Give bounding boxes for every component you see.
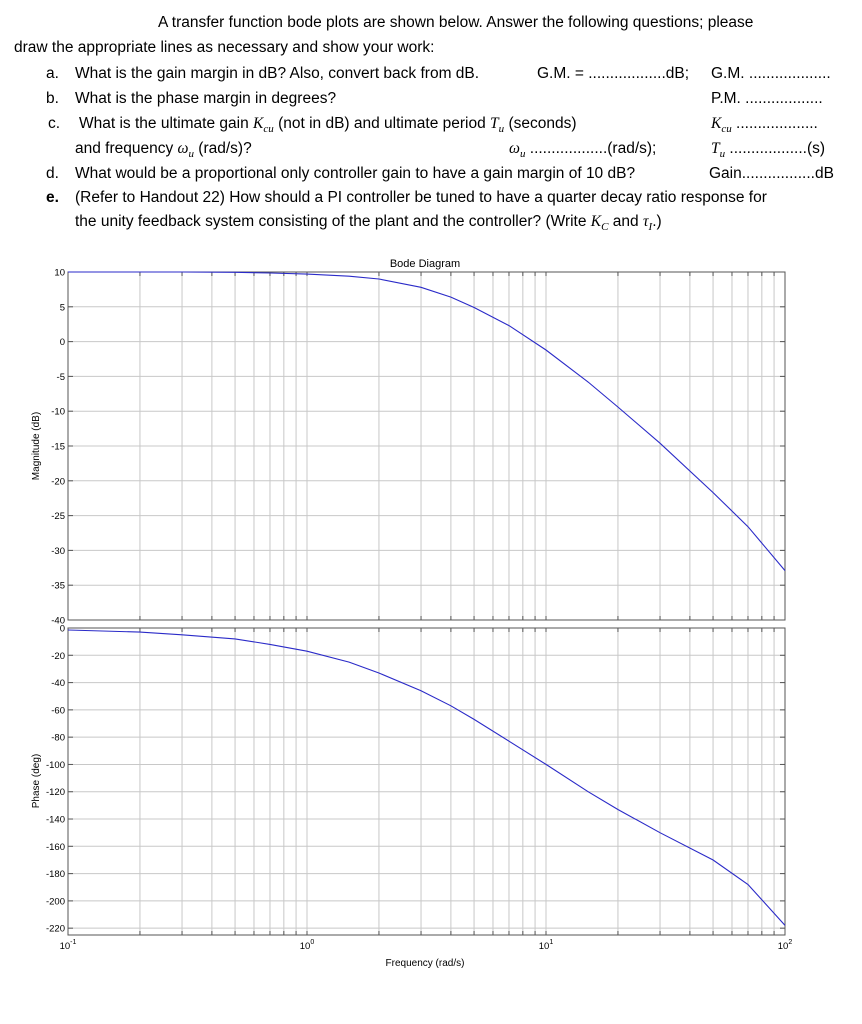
intro-line-1: A transfer function bode plots are shown below. Answer the following questions; please	[158, 14, 754, 31]
answer-gm: G.M. ...................	[711, 65, 831, 82]
magnitude-grid	[68, 272, 785, 620]
phase-y-tick-label: -20	[51, 650, 65, 662]
x-tick-base: 10	[777, 941, 789, 952]
x-tick-label	[300, 939, 315, 952]
question-e-label: e.	[46, 189, 59, 206]
answer-kcu-symbol: K	[711, 115, 722, 132]
question-b-label: b.	[46, 90, 59, 107]
answer-kcu-subscript: cu	[721, 123, 732, 136]
phase-y-ticks	[46, 624, 785, 935]
x-tick-base: 10	[59, 941, 71, 952]
x-tick-label	[539, 939, 554, 952]
x-tick-exponent: 1	[549, 939, 554, 946]
magnitude-y-tick-label: 0	[59, 337, 65, 349]
magnitude-y-tick-label: -20	[51, 476, 65, 488]
magnitude-y-ticks	[51, 268, 785, 627]
phase-y-tick-label: -160	[45, 841, 65, 853]
frequency-x-ticks	[60, 939, 793, 952]
phase-line	[68, 630, 785, 925]
x-tick-exponent: -1	[70, 939, 77, 946]
phase-y-tick-label: -80	[51, 732, 65, 744]
answer-gm-db: G.M. = ..................dB;	[537, 65, 690, 82]
magnitude-y-tick-label: -10	[51, 406, 65, 418]
magnitude-y-label: Magnitude (dB)	[31, 411, 42, 481]
question-e-line-1: (Refer to Handout 22) How should a PI controller be tuned to have a quarter decay ratio response for	[75, 189, 767, 206]
magnitude-y-tick-label: -35	[51, 580, 65, 592]
phase-y-tick-label: 0	[59, 623, 65, 635]
x-tick-label	[60, 939, 77, 952]
phase-y-tick-label: -120	[45, 787, 65, 799]
x-tick-exponent: 0	[310, 939, 315, 946]
question-d-label: d.	[46, 165, 59, 182]
answer-tu-symbol: T	[711, 140, 720, 157]
phase-y-tick-label: -180	[45, 869, 65, 881]
chart-title: Bode Diagram	[389, 258, 461, 270]
question-c-label: c.	[48, 115, 61, 132]
kcu-symbol: K	[253, 115, 264, 132]
question-e-and: and	[608, 213, 643, 230]
phase-y-tick-label: -220	[45, 923, 65, 935]
question-b-text: What is the phase margin in degrees?	[75, 90, 337, 107]
phase-y-tick-label: -100	[45, 759, 65, 771]
phase-y-tick-label: -60	[51, 705, 65, 717]
kcu-subscript: cu	[263, 123, 274, 136]
phase-grid	[68, 628, 785, 935]
wu-symbol: ω	[177, 140, 189, 157]
phase-plot-frame	[68, 628, 785, 935]
magnitude-y-tick-label: -40	[51, 615, 65, 627]
kc-subscript: C	[601, 221, 609, 234]
answer-wu-subscript: u	[519, 148, 526, 161]
phase-y-tick-label: -40	[51, 678, 65, 690]
answer-pm: P.M. ..................	[711, 90, 823, 107]
magnitude-y-tick-label: -5	[56, 371, 65, 383]
phase-y-tick-label: -200	[45, 896, 65, 908]
phase-y-tick-label: -140	[45, 814, 65, 826]
answer-gain: Gain.................dB	[709, 165, 834, 182]
magnitude-y-tick-label: -30	[51, 545, 65, 557]
question-c-line2-pre: and frequency	[75, 140, 178, 157]
question-a-label: a.	[46, 65, 59, 82]
question-c-text-pre: What is the ultimate gain	[79, 115, 254, 132]
magnitude-y-tick-label: -25	[51, 511, 65, 523]
magnitude-y-tick-label: 10	[54, 267, 65, 279]
kc-symbol: K	[590, 213, 602, 230]
x-tick-label	[778, 939, 793, 952]
magnitude-y-tick-label: 5	[59, 302, 65, 314]
answer-tu-dots: ..................(s)	[725, 140, 826, 157]
answer-wu-dots: ..................(rad/s);	[525, 140, 657, 157]
answer-kcu-dots: ...................	[731, 115, 818, 132]
ti-symbol: τ	[642, 213, 649, 230]
intro-line-2: draw the appropriate lines as necessary and show your work:	[14, 39, 435, 56]
question-a-text: What is the gain margin in dB? Also, convert back from dB.	[75, 65, 480, 82]
tu-subscript: u	[498, 123, 505, 136]
phase-y-label: Phase (deg)	[31, 753, 42, 809]
question-c-line2-post: (rad/s)?	[194, 140, 252, 157]
question-e-line2-post: .)	[652, 213, 662, 230]
question-c-text-mid: (not in dB) and ultimate period	[273, 115, 491, 132]
question-c-text-post: (seconds)	[504, 115, 577, 132]
wu-subscript: u	[188, 148, 194, 161]
x-tick-base: 10	[538, 941, 550, 952]
ti-subscript: I	[648, 221, 653, 234]
magnitude-y-tick-label: -15	[51, 441, 65, 453]
question-d-text: What would be a proportional only controller gain to have a gain margin of 10 dB?	[75, 165, 636, 182]
answer-tu-subscript: u	[719, 148, 726, 161]
question-e-line2-pre: the unity feedback system consisting of the plant and the controller? (Write	[75, 213, 591, 230]
tu-symbol: T	[490, 115, 499, 132]
magnitude-line	[68, 272, 785, 571]
x-tick-exponent: 2	[788, 939, 793, 946]
x-axis-label: Frequency (rad/s)	[385, 958, 465, 969]
x-tick-base: 10	[299, 941, 311, 952]
answer-wu-symbol: ω	[509, 140, 520, 157]
